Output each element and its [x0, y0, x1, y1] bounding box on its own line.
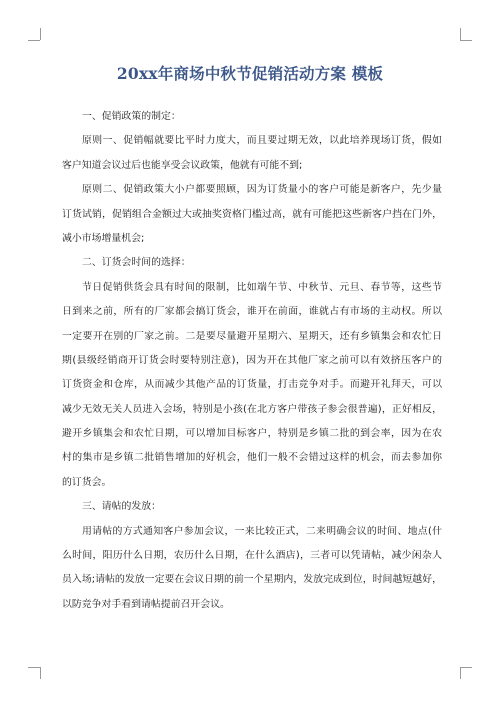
body-line: 减少无效无关人员进入会场，特别是小孩(在北方客户带孩子参会很普遍)，正好相反， [62, 403, 442, 415]
body-line: 三、请帖的发放： [82, 501, 162, 513]
body-line: 员入场;请帖的发放一定要在会议日期的前一个星期内，发放完成到位，时间越短越好， [62, 574, 442, 586]
crop-mark-top-left-h [28, 40, 40, 41]
body-line: 以防竞争对手看到请帖提前召开会议。 [62, 598, 230, 610]
document-body [62, 105, 442, 617]
body-line: 客户知道会议过后也能享受会议政策，他就有可能不到; [62, 159, 303, 171]
body-line: 订货试销，促销组合金额过大或抽奖资格门槛过高，就有可能把这些新客户挡在门外， [62, 208, 442, 220]
crop-mark-bottom-right-h [460, 667, 472, 668]
crop-mark-bottom-left-v [40, 667, 41, 679]
body-line: 原则二、促销政策大小户都要照顾，因为订货量小的客户可能是新客户，先少量 [82, 184, 442, 196]
body-line: 原则一、促销幅就要比平时力度大，而且要过期无效，以此培养现场订货，假如 [82, 135, 442, 147]
body-line: 订货资金和仓库，从而减少其他产品的订货量，打击竞争对手。而避开礼拜天，可以 [62, 379, 442, 391]
body-line: 减小市场增量机会; [62, 232, 145, 244]
crop-mark-top-right-v [460, 28, 461, 40]
body-line: 一、促销政策的制定： [82, 111, 181, 122]
crop-mark-top-left-v [40, 28, 41, 40]
body-line: 村的集市是乡镇二批销售增加的好机会，他们一般不会错过这样的机会，而去参加你 [62, 452, 442, 464]
body-line: 避开乡镇集会和农忙日期，可以增加目标客户，特别是乡镇二批的到会率，因为在农 [62, 428, 442, 440]
body-line: 节日促销供货会具有时间的限制，比如端午节、中秋节、元旦、春节等，这些节 [82, 281, 442, 293]
body-line: 用请帖的方式通知客户参加会议，一来比较正式，二来明确会议的时间、地点(什 [82, 525, 442, 537]
body-line: 么时间，阳历什么日期，农历什么日期，在什么酒店)，三者可以凭请帖，减少闲杂人 [62, 550, 442, 562]
document-title: 20xx年商场中秋节促销活动方案 模板 [116, 64, 384, 83]
crop-mark-bottom-right-v [460, 667, 461, 679]
body-line: 日到来之前，所有的厂家都会搞订货会，谁开在前面，谁就占有市场的主动权。所以 [62, 306, 442, 318]
crop-mark-top-right-h [460, 40, 472, 41]
body-line: 的订货会。 [62, 476, 112, 488]
body-line: 二、订货会时间的选择： [82, 257, 191, 269]
body-line: 期(县级经销商开订货会时要特别注意)，因为开在其他厂家之前可以有效挤压客户的 [62, 354, 442, 366]
crop-mark-bottom-left-h [28, 667, 40, 668]
body-line: 一定要开在别的厂家之前。二是要尽量避开星期六、星期天，还有乡镇集会和农忙日 [62, 330, 442, 342]
